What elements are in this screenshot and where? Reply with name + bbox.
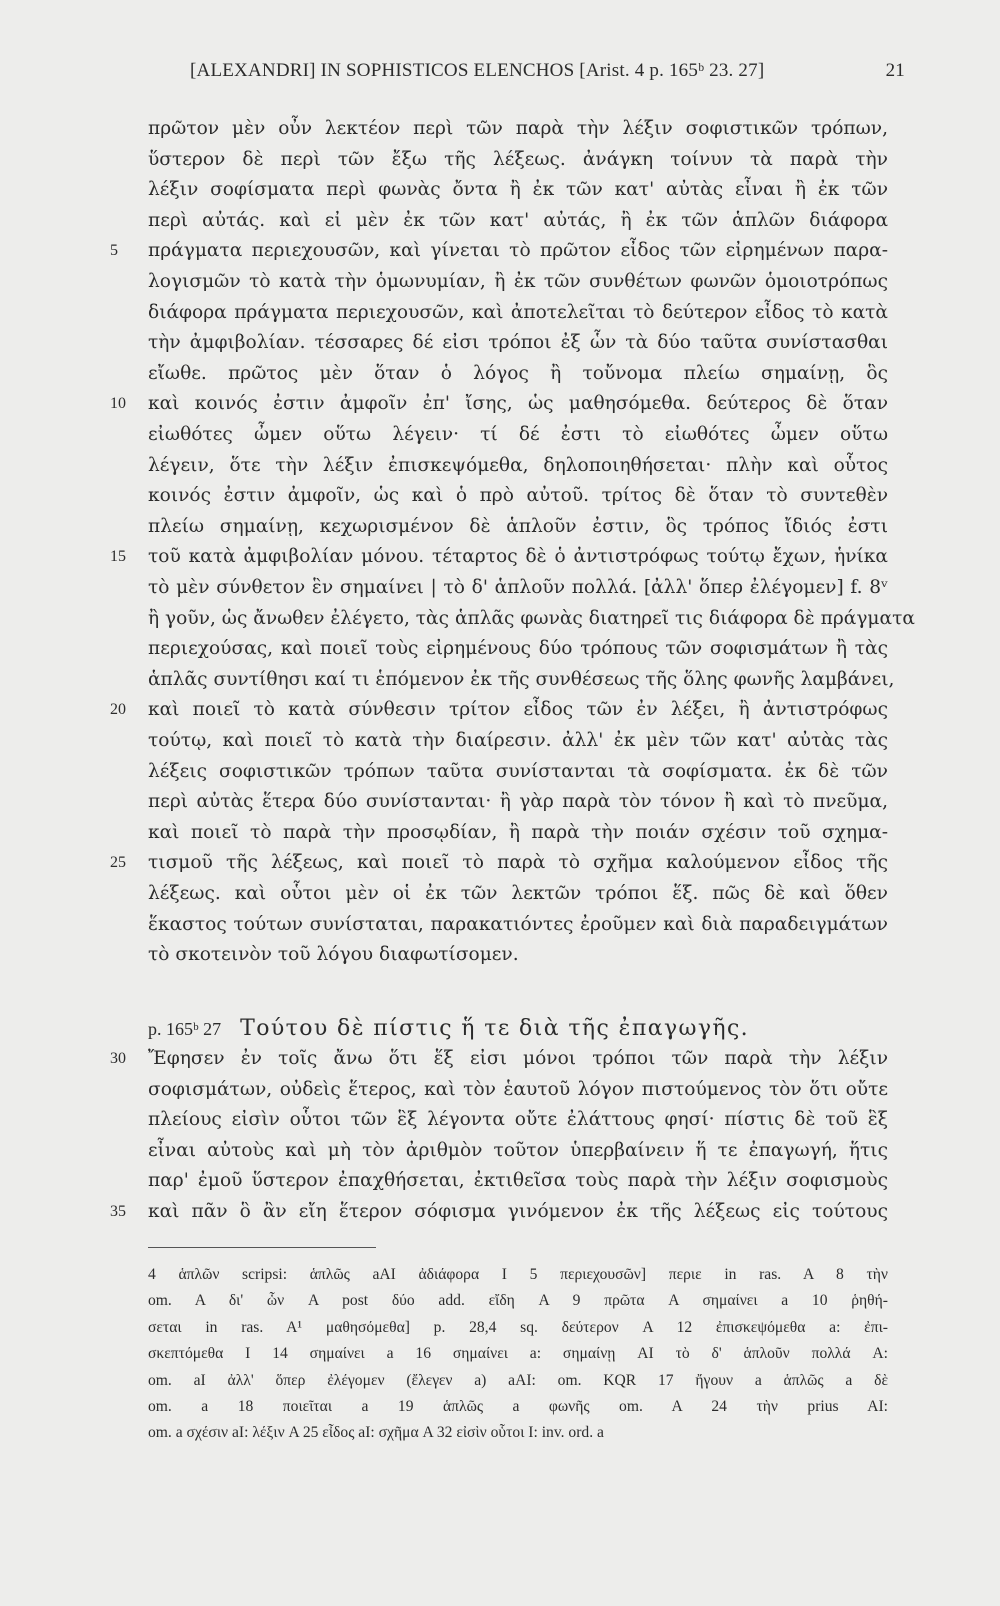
footnote-rule [148,1247,376,1248]
aristotle-reference: p. 165ᵇ 27 [148,1019,222,1039]
text-line: παρ' ἐμοῦ ὕστερον ἐπαχθήσεται, ἐκτιθεῖσα τοὺς παρὰ τὴν λέξιν σοφισμοὺς [148,1170,888,1192]
text-line: καὶ κοινός ἐστιν ἀμφοῖν ἐπ' ἴσης, ὡς μαθησόμεθα. δεύτερος δὲ ὅταν [148,393,888,415]
text-line: ἁπλᾶς συντίθησι καί τι ἑπόμενον ἐκ τῆς συνθέσεως τῆς ὅλης φωνῆς λαμβάνει, [148,668,895,690]
section-heading [148,1012,888,1046]
page-header [190,60,905,90]
text-line: περὶ αὐτὰς ἕτερα δύο συνίστανται· ἢ γὰρ παρὰ τὸν τόνον ἢ καὶ τὸ πνεῦμα, [148,791,888,813]
text-line: τὸ μὲν σύνθετον ἓν σημαίνει | τὸ δ' ἁπλοῦν πολλά. [ἀλλ' ὅπερ ἐλέγομεν] f. 8ᵛ [148,577,888,598]
text-line: Ἔφησεν ἐν τοῖς ἄνω ὅτι ἕξ εἰσι μόνοι τρόποι τῶν παρὰ τὴν λέξιν [148,1048,888,1069]
text-line: σοφισμάτων, οὐδεὶς ἕτερος, καὶ τὸν ἑαυτοῦ λόγον πιστούμενος τὸν ὅτι οὔτε [148,1078,888,1100]
text-line: διάφορα πράγματα περιεχουσῶν, καὶ ἀποτελεῖται τὸ δεύτερον εἶδος τὸ κατὰ [148,301,888,323]
apparatus-line: 4 ἁπλῶν scripsi: ἁπλῶς aAI ἀδιάφορα I 5 περιεχουσῶν] περιε in ras. A 8 τὴν [148,1266,888,1283]
text-line: καὶ πᾶν ὃ ἂν εἴη ἕτερον σόφισμα γινόμενον ἐκ τῆς λέξεως εἰς τούτους [148,1201,888,1222]
line-number: 20 [110,701,126,719]
apparatus-line: σεται in ras. A¹ μαθησόμεθα] p. 28,4 sq. δεύτερον A 12 ἐπισκεψόμεθα a: ἐπι- [148,1318,888,1336]
line-number: 30 [110,1050,126,1067]
apparatus-line: σκεπτόμεθα I 14 σημαίνει a 16 σημαίνει a: σημαίνῃ AI τὸ δ' ἁπλοῦν πολλά A: [148,1345,888,1363]
text-line: τούτῳ, καὶ ποιεῖ τὸ κατὰ τὴν διαίρεσιν. ἀλλ' ἐκ μὲν τῶν κατ' αὐτὰς τὰς [148,730,888,751]
apparatus-line: om. A δι' ὧν A post δύο add. εἴδη A 9 πρῶτα A σημαίνει a 10 ῥηθή- [148,1292,888,1310]
text-line: λέγειν, ὅτε τὴν λέξιν ἐπισκεψόμεθα, δηλοποιηθήσεται· πλὴν καὶ οὗτος [148,454,888,476]
text-line: εἰωθότες ὦμεν οὕτω λέγειν· τί δέ ἐστι τὸ εἰωθότες ὦμεν οὕτω [148,424,888,445]
section-lemma: Τούτου δὲ πίστις ἥ τε διὰ τῆς ἐπαγωγῆς. [240,1016,750,1041]
text-line: καὶ ποιεῖ τὸ κατὰ σύνθεσιν τρίτον εἶδος τῶν ἐν λέξει, ἢ ἀντιστρόφως [148,699,888,721]
running-title: [ALEXANDRI] IN SOPHISTICOS ELENCHOS [Arist. 4 p. 165ᵇ 23. 27] [190,60,765,81]
text-line: τὴν ἀμφιβολίαν. τέσσαρες δέ εἰσι τρόποι ἐξ ὧν τὰ δύο ταῦτα συνίστασθαι [148,332,888,354]
text-line: πράγματα περιεχουσῶν, καὶ γίνεται τὸ πρῶτον εἶδος τῶν εἰρημένων παρα- [148,240,888,262]
text-line: πρῶτον μὲν οὖν λεκτέον περὶ τῶν παρὰ τὴν λέξιν σοφιστικῶν τρόπων, [148,118,888,139]
text-line: λέξιν σοφίσματα περὶ φωνὰς ὄντα ἢ ἐκ τῶν κατ' αὐτὰς εἶναι ἢ ἐκ τῶν [148,179,888,201]
text-line: λογισμῶν τὸ κατὰ τὴν ὁμωνυμίαν, ἢ ἐκ τῶν συνθέτων φωνῶν ὁμοιοτρόπως [148,271,888,292]
line-number: 15 [110,548,126,566]
text-line: πλείω σημαίνῃ, κεχωρισμένον δὲ ἁπλοῦν ἐστιν, ὃς τρόπος ἴδιός ἐστι [148,515,888,537]
text-line: πλείους εἰσὶν οὗτοι τῶν ἓξ λέγοντα οὔτε ἐλάττους φησί· πίστις δὲ τοῦ ἓξ [148,1109,888,1131]
text-line: ἕκαστος τούτων συνίσταται, παρακατιόντες ἐροῦμεν καὶ διὰ παραδειγμάτων [148,913,888,935]
text-line: τισμοῦ τῆς λέξεως, καὶ ποιεῖ τὸ παρὰ τὸ σχῆμα καλούμενον εἶδος τῆς [148,852,888,874]
line-number: 35 [110,1203,126,1220]
text-line: τοῦ κατὰ ἀμφιβολίαν μόνου. τέταρτος δὲ ὁ ἀντιστρόφως τούτῳ ἔχων, ἡνίκα [148,546,888,568]
apparatus-line: om. a σχέσιν aI: λέξιν A 25 εἶδος aI: σχῆμα A 32 εἰσὶν οὗτοι I: inv. ord. a [148,1424,604,1442]
line-number: 25 [110,854,126,872]
text-line: περιεχούσας, καὶ ποιεῖ τοὺς εἰρημένους δύο τρόπους τῶν σοφισμάτων ἢ τὰς [148,638,888,660]
text-line: ὕστερον δὲ περὶ τῶν ἔξω τῆς λέξεως. ἀνάγκη τοίνυν τὰ παρὰ τὴν [148,148,888,170]
line-number: 5 [110,242,118,260]
apparatus-line: om. a 18 ποιεῖται a 19 ἁπλῶς a φωνῆς om. A 24 τὴν prius AI: [148,1398,888,1415]
text-line: εἶναι αὐτοὺς καὶ μὴ τὸν ἀριθμὸν τοῦτον ὑπερβαίνειν ἥ τε ἐπαγωγή, ἥτις [148,1139,888,1161]
text-line: περὶ αὐτάς. καὶ εἰ μὲν ἐκ τῶν κατ' αὐτάς, ἢ ἐκ τῶν ἁπλῶν διάφορα [148,209,888,231]
page-number: 21 [885,60,905,81]
text-line: καὶ ποιεῖ τὸ παρὰ τὴν προσῳδίαν, ἢ παρὰ τὴν ποιάν σχέσιν τοῦ σχημα- [148,821,888,843]
text-line: τὸ σκοτεινὸν τοῦ λόγου διαφωτίσομεν. [148,944,519,966]
text-line: ἢ γοῦν, ὡς ἄνωθεν ἐλέγετο, τὰς ἁπλᾶς φωνὰς διατηρεῖ τις διάφορα δὲ πράγματα [148,607,915,629]
text-line: κοινός ἐστιν ἀμφοῖν, ὡς καὶ ὁ πρὸ αὐτοῦ. τρίτος δὲ ὅταν τὸ συντεθὲν [148,485,888,507]
apparatus-line: om. aI ἀλλ' ὅπερ ἐλέγομεν (ἔλεγεν a) aAI: om. KQR 17 ἤγουν a ἁπλῶς a δὲ [148,1371,888,1389]
text-line: λέξεως. καὶ οὗτοι μὲν οἱ ἐκ τῶν λεκτῶν τρόποι ἕξ. πῶς δὲ καὶ ὅθεν [148,883,888,904]
line-number: 10 [110,395,126,413]
text-line: λέξεις σοφιστικῶν τρόπων ταῦτα συνίστανται τὰ σοφίσματα. ἐκ δὲ τῶν [148,760,888,782]
text-line: εἴωθε. πρῶτος μὲν ὅταν ὁ λόγος ἢ τοὔνομα πλείω σημαίνῃ, ὃς [148,362,888,384]
